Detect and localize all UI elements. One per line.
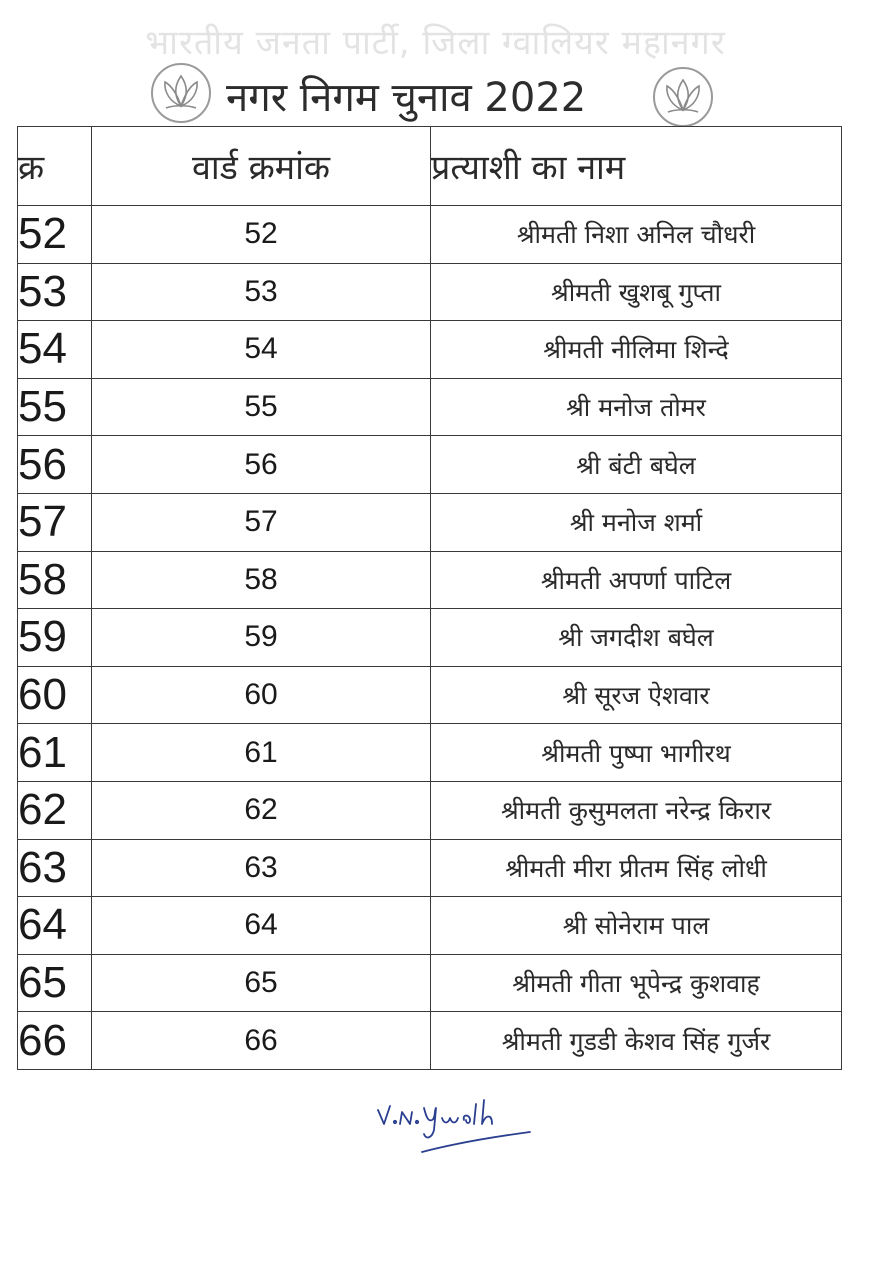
candidate-cell: श्रीमती नीलिमा शिन्दे xyxy=(431,321,842,379)
candidate-cell: श्री सोनेराम पाल xyxy=(431,897,842,955)
table-row xyxy=(18,321,842,379)
table-row xyxy=(18,378,842,436)
ward-cell: 54 xyxy=(92,321,431,379)
candidate-cell: श्री सूरज ऐशवार xyxy=(431,666,842,724)
ward-cell: 62 xyxy=(92,781,431,839)
ward-cell: 65 xyxy=(92,954,431,1012)
ward-cell: 58 xyxy=(92,551,431,609)
candidate-cell: श्रीमती निशा अनिल चौधरी xyxy=(431,206,842,264)
ward-cell: 64 xyxy=(92,897,431,955)
lotus-emblem-icon xyxy=(150,62,212,124)
table-row xyxy=(18,839,842,897)
serial-cell: 58 xyxy=(18,551,92,609)
table-row xyxy=(18,436,842,494)
serial-header: क्र xyxy=(18,127,92,206)
ward-cell: 56 xyxy=(92,436,431,494)
table-row xyxy=(18,609,842,667)
ward-cell: 60 xyxy=(92,666,431,724)
candidate-cell: श्रीमती गुडडी केशव सिंह गुर्जर xyxy=(431,1012,842,1070)
lotus-emblem-icon xyxy=(652,66,714,128)
ward-cell: 61 xyxy=(92,724,431,782)
table-row xyxy=(18,206,842,264)
ward-cell: 57 xyxy=(92,493,431,551)
serial-cell: 54 xyxy=(18,321,92,379)
serial-cell: 64 xyxy=(18,897,92,955)
table-row xyxy=(18,724,842,782)
serial-cell: 59 xyxy=(18,609,92,667)
table-row xyxy=(18,263,842,321)
table-header-row xyxy=(18,127,842,206)
candidate-cell: श्रीमती पुष्पा भागीरथ xyxy=(431,724,842,782)
table-row xyxy=(18,551,842,609)
serial-cell: 60 xyxy=(18,666,92,724)
serial-cell: 66 xyxy=(18,1012,92,1070)
title-row xyxy=(150,62,730,132)
candidate-cell: श्री मनोज शर्मा xyxy=(431,493,842,551)
serial-cell: 65 xyxy=(18,954,92,1012)
page-title: नगर निगम चुनाव 2022 xyxy=(226,75,587,121)
ward-cell: 55 xyxy=(92,378,431,436)
table-row xyxy=(18,954,842,1012)
candidate-cell: श्री मनोज तोमर xyxy=(431,378,842,436)
table-row xyxy=(18,897,842,955)
serial-cell: 57 xyxy=(18,493,92,551)
candidate-header: प्रत्याशी का नाम xyxy=(431,127,842,206)
candidate-cell: श्रीमती गीता भूपेन्द्र कुशवाह xyxy=(431,954,842,1012)
serial-cell: 61 xyxy=(18,724,92,782)
candidate-cell: श्रीमती मीरा प्रीतम सिंह लोधी xyxy=(431,839,842,897)
serial-cell: 56 xyxy=(18,436,92,494)
serial-cell: 52 xyxy=(18,206,92,264)
ward-cell: 63 xyxy=(92,839,431,897)
table-row xyxy=(18,1012,842,1070)
candidate-cell: श्रीमती अपर्णा पाटिल xyxy=(431,551,842,609)
signature xyxy=(370,1090,560,1160)
ward-cell: 59 xyxy=(92,609,431,667)
serial-cell: 53 xyxy=(18,263,92,321)
ward-header: वार्ड क्रमांक xyxy=(92,127,431,206)
organization-heading: भारतीय जनता पार्टी, जिला ग्वालियर महानगर xyxy=(145,23,726,63)
candidate-table xyxy=(17,126,842,1070)
table-row xyxy=(18,493,842,551)
candidate-cell: श्रीमती खुशबू गुप्ता xyxy=(431,263,842,321)
serial-cell: 63 xyxy=(18,839,92,897)
table-row xyxy=(18,666,842,724)
serial-cell: 62 xyxy=(18,781,92,839)
candidate-cell: श्रीमती कुसुमलता नरेन्द्र किरार xyxy=(431,781,842,839)
serial-cell: 55 xyxy=(18,378,92,436)
ward-cell: 52 xyxy=(92,206,431,264)
candidate-cell: श्री जगदीश बघेल xyxy=(431,609,842,667)
ward-cell: 53 xyxy=(92,263,431,321)
ward-cell: 66 xyxy=(92,1012,431,1070)
candidate-cell: श्री बंटी बघेल xyxy=(431,436,842,494)
table-row xyxy=(18,781,842,839)
